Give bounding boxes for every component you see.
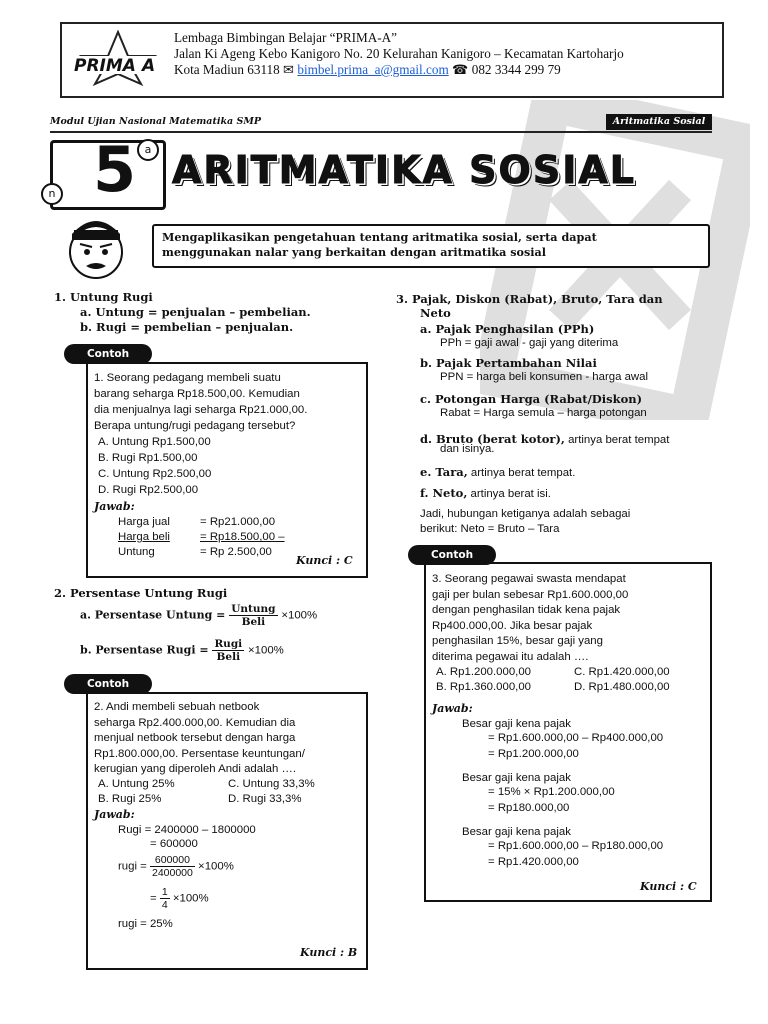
- option-a: A. Untung Rp1.500,00: [98, 436, 211, 448]
- pph-heading: a. Pajak Penghasilan (PPh): [420, 322, 595, 336]
- formula-label: b. Persentase Rugi =: [80, 643, 209, 657]
- calc-2-line-b: = Rp180.000,00: [488, 802, 570, 814]
- contact-line: [174, 62, 624, 78]
- q-line: barang seharga Rp18.500,00. Kemudian: [94, 388, 300, 400]
- neto-definition: [420, 482, 551, 501]
- objective-text: [162, 230, 597, 260]
- q-line: Rp400.000,00. Jika besar pajak: [432, 619, 593, 632]
- persentase-untung-formula: [80, 603, 317, 628]
- divider: [50, 131, 712, 133]
- ppn-heading: b. Pajak Pertambahan Nilai: [420, 356, 597, 370]
- example-2-question: [94, 700, 305, 778]
- objective-box: [152, 224, 710, 268]
- chapter-box: [48, 133, 166, 210]
- option-c: C. Rp1.420.000,00: [574, 666, 670, 678]
- row-harga-jual-label: Harga jual: [118, 516, 170, 528]
- email-link[interactable]: bimbel.prima_a@gmail.com: [297, 62, 449, 77]
- contoh-label-2: Contoh: [64, 674, 152, 694]
- example-3-box: [424, 562, 712, 902]
- multiplier: ×100%: [281, 609, 318, 622]
- answer-key: Kunci : C: [640, 880, 697, 893]
- chapter-sup: a: [137, 139, 159, 161]
- q-line: 3. Seorang pegawai swasta mendapat: [432, 573, 626, 585]
- option-c: C. Untung 33,3%: [228, 778, 315, 790]
- answer-key: Kunci : C: [296, 554, 353, 567]
- rabat-heading: c. Potongan Harga (Rabat/Diskon): [420, 392, 643, 406]
- letterhead: [60, 22, 724, 98]
- relation-line-1: Jadi, hubungan ketiganya adalah sebagai: [420, 508, 631, 520]
- numerator: 600000: [150, 854, 195, 867]
- step-4: [150, 886, 209, 911]
- calc-2-line-a: = 15% × Rp1.200.000,00: [488, 786, 615, 798]
- option-d: D. Rp1.480.000,00: [574, 681, 670, 693]
- example-1-question: [94, 370, 307, 498]
- formula-label: a. Persentase Untung =: [80, 608, 226, 622]
- objective-line-2: menggunakan nalar yang berkaitan dengan aritmatika sosial: [162, 245, 547, 259]
- calc-3-line-a: = Rp1.600.000,00 – Rp180.000,00: [488, 840, 664, 852]
- section-1-b: b. Rugi = pembelian – penjualan.: [80, 320, 294, 334]
- denominator: 2400000: [151, 867, 193, 879]
- row-harga-beli-value: = Rp18.500,00 –: [200, 531, 285, 543]
- option-a: A. Untung 25%: [98, 778, 175, 790]
- fraction: [229, 603, 277, 628]
- option-d: D. Rugi Rp2.500,00: [98, 484, 199, 496]
- q-line: dengan penghasilan tidak kena pajak: [432, 604, 621, 616]
- mail-icon: ✉: [283, 62, 295, 77]
- numerator: Rugi: [214, 638, 243, 650]
- tara-definition: [420, 461, 575, 480]
- numerator: 1: [161, 886, 168, 898]
- jawab-label: Jawab:: [432, 702, 473, 715]
- q-line: kerugian yang diperoleh Andi adalah ….: [94, 763, 297, 775]
- denominator: Beli: [216, 651, 241, 663]
- fraction: [212, 638, 244, 663]
- multiplier: ×100%: [172, 892, 209, 905]
- bruto-text-2: dan isinya.: [440, 443, 495, 455]
- fraction: [160, 886, 170, 911]
- row-harga-beli-label: Harga beli: [118, 531, 170, 543]
- q-line: menjual netbook tersebut dengan harga: [94, 732, 296, 744]
- prima-logo: [70, 30, 166, 86]
- chapter-number: 5: [93, 133, 137, 206]
- student-mascot-icon: [58, 210, 134, 286]
- example-1-box: [86, 362, 368, 578]
- chapter-sub: n: [41, 183, 63, 205]
- option-c: C. Untung Rp2.500,00: [98, 468, 212, 480]
- section-2-heading: 2. Persentase Untung Rugi: [54, 586, 228, 600]
- q-line: Rp1.800.000,00. Persentase keuntungan/: [94, 747, 305, 760]
- step-1: Rugi = 2400000 – 1800000: [118, 824, 256, 836]
- letterhead-text: [174, 30, 624, 78]
- section-1-a: a. Untung = penjualan – pembelian.: [80, 305, 311, 319]
- jawab-label: Jawab:: [94, 808, 135, 821]
- relation-line-2: berikut: Neto = Bruto – Tara: [420, 523, 560, 535]
- city-postal: Kota Madiun 63118: [174, 62, 280, 77]
- phone-number: 082 3344 299 79: [471, 62, 561, 77]
- logo-letter: A: [142, 56, 156, 76]
- neto-term: f. Neto,: [420, 486, 468, 500]
- q-line: diterima pegawai itu adalah ….: [432, 650, 589, 663]
- calc-1-line-a: = Rp1.600.000,00 – Rp400.000,00: [488, 732, 664, 744]
- numerator: Untung: [231, 603, 276, 615]
- q-line: Berapa untung/rugi pedagang tersebut?: [94, 420, 296, 432]
- contoh-label-1: Contoh: [64, 344, 152, 364]
- row-untung-value: = Rp 2.500,00: [200, 546, 272, 558]
- logo-text: PRIMA: [74, 56, 136, 76]
- answer-key: Kunci : B: [300, 946, 358, 959]
- step-label: rugi =: [118, 860, 147, 873]
- chapter-title: ARITMATIKA SOSIAL: [172, 148, 636, 192]
- section-1-heading: 1. Untung Rugi: [54, 290, 153, 304]
- equals: =: [150, 892, 157, 905]
- q-line: 1. Seorang pedagang membeli suatu: [94, 372, 281, 384]
- row-harga-jual-value: = Rp21.000,00: [200, 516, 276, 528]
- topic-badge: Aritmatika Sosial: [606, 114, 712, 130]
- option-b: B. Rugi Rp1.500,00: [98, 452, 198, 464]
- example-3-question: [432, 572, 628, 665]
- persentase-rugi-formula: [80, 638, 284, 663]
- tara-text: artinya berat tempat.: [467, 467, 576, 479]
- phone-icon: ☎: [452, 62, 469, 77]
- option-d: D. Rugi 33,3%: [228, 793, 302, 805]
- section-3-heading-2: Neto: [420, 306, 451, 320]
- step-2: = 600000: [150, 838, 198, 850]
- q-line: gaji per bulan sebesar Rp1.600.000,00: [432, 588, 629, 601]
- calc-3-heading: Besar gaji kena pajak: [462, 826, 571, 838]
- denominator: Beli: [241, 616, 266, 628]
- q-line: dia menjualnya lagi seharga Rp21.000,00.: [94, 404, 308, 416]
- section-3-heading: 3. Pajak, Diskon (Rabat), Bruto, Tara dan: [396, 292, 663, 306]
- q-line: 2. Andi membeli sebuah netbook: [94, 701, 260, 713]
- rabat-formula: Rabat = Harga semula – harga potongan: [440, 407, 647, 419]
- q-line: seharga Rp2.400.000,00. Kemudian dia: [94, 716, 296, 729]
- ppn-formula: PPN = harga beli konsumen - harga awal: [440, 371, 648, 383]
- tara-term: e. Tara,: [420, 465, 468, 479]
- denominator: 4: [161, 899, 168, 911]
- calc-3-line-b: = Rp1.420.000,00: [488, 856, 579, 868]
- option-a: A. Rp1.200.000,00: [436, 666, 531, 678]
- institution-name: Lembaga Bimbingan Belajar “PRIMA-A”: [174, 30, 398, 45]
- neto-text: artinya berat isi.: [467, 488, 551, 500]
- calc-1-line-b: = Rp1.200.000,00: [488, 748, 579, 760]
- q-line: penghasilan 15%, besar gaji yang: [432, 635, 603, 647]
- bruto-text: artinya berat tempat: [564, 434, 670, 446]
- jawab-label: Jawab:: [94, 500, 135, 513]
- step-3: [118, 854, 234, 879]
- bruto-term: d. Bruto (berat kotor),: [420, 432, 565, 446]
- option-b: B. Rp1.360.000,00: [436, 681, 531, 693]
- calc-2-heading: Besar gaji kena pajak: [462, 772, 571, 784]
- module-label: Modul Ujian Nasional Matematika SMP: [50, 116, 262, 127]
- calc-1-heading: Besar gaji kena pajak: [462, 718, 571, 730]
- fraction: [150, 854, 195, 879]
- row-untung-label: Untung: [118, 546, 155, 558]
- example-2-box: [86, 692, 368, 970]
- pph-formula: PPh = gaji awal - gaji yang diterima: [440, 337, 619, 349]
- objective-line-1: Mengaplikasikan pengetahuan tentang aritmatika sosial, serta dapat: [162, 230, 597, 244]
- option-b: B. Rugi 25%: [98, 793, 162, 805]
- contoh-label-3: Contoh: [408, 545, 496, 565]
- address-line: Jalan Ki Ageng Kebo Kanigoro No. 20 Kelurahan Kanigoro – Kecamatan Kartoharjo: [174, 46, 624, 61]
- multiplier: ×100%: [198, 860, 234, 873]
- step-5: rugi = 25%: [118, 918, 173, 930]
- multiplier: ×100%: [248, 644, 284, 657]
